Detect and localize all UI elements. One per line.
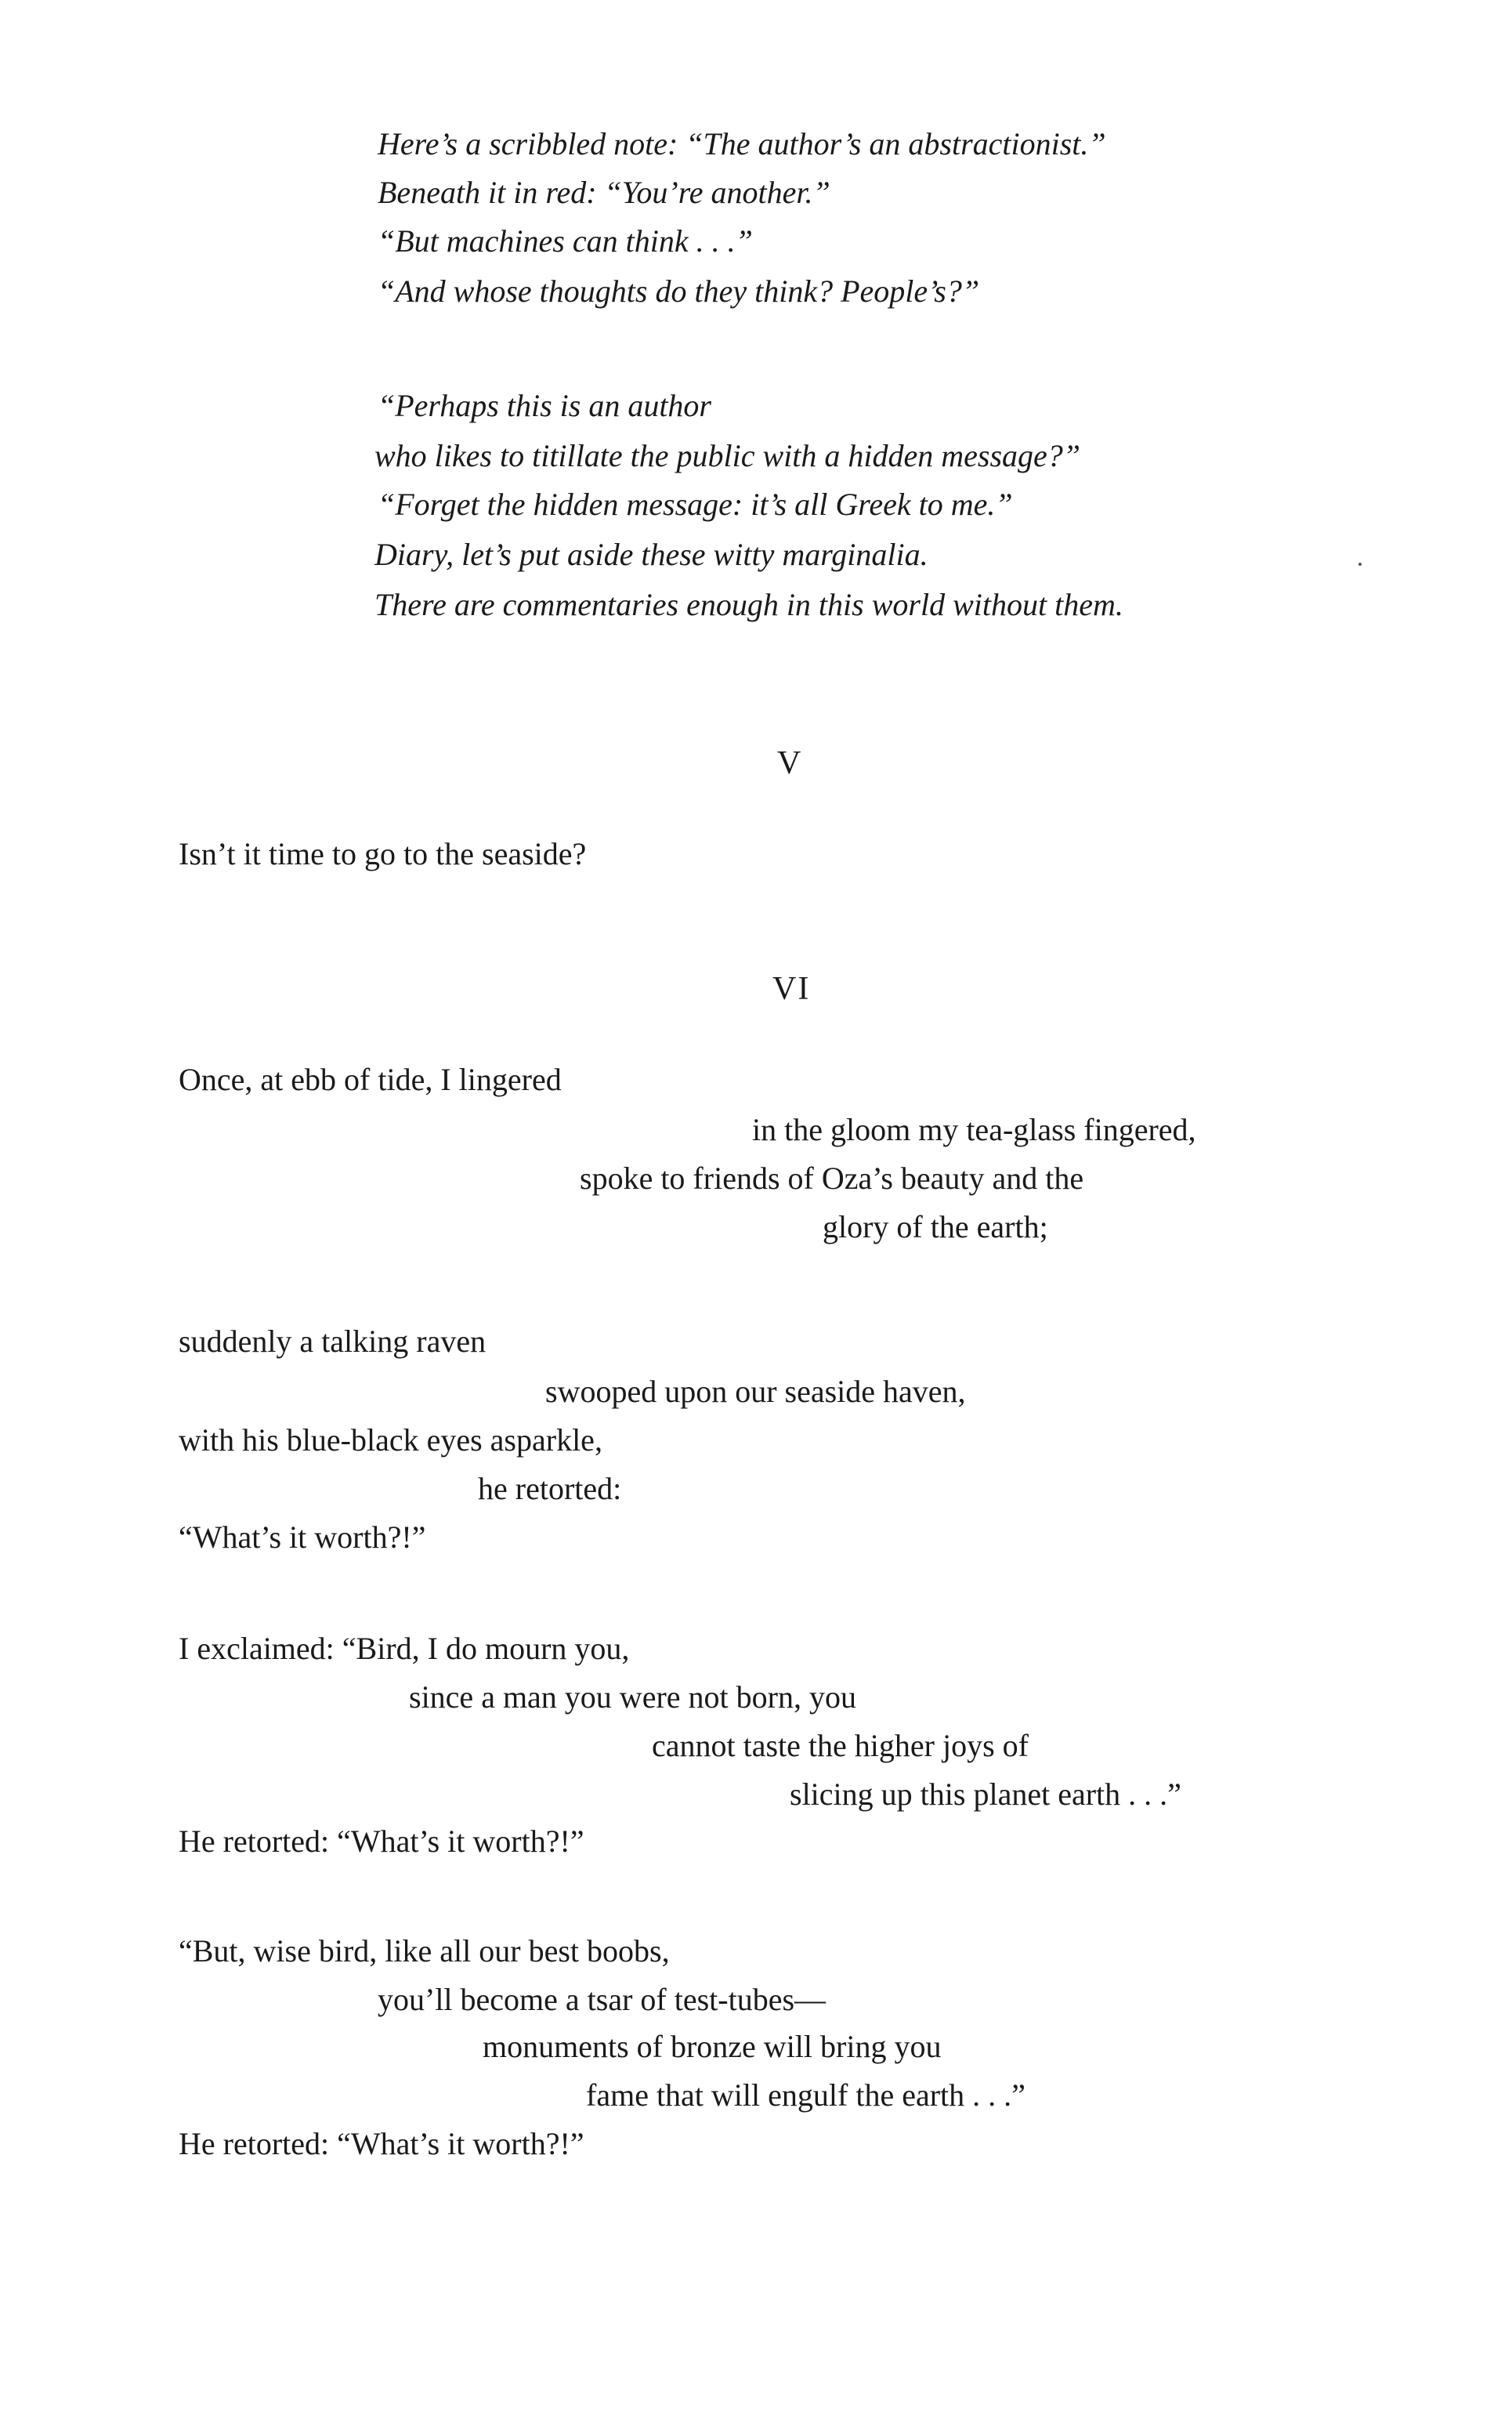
verse-line: Beneath it in red: “You’re another.” [378, 175, 830, 210]
verse-line: Here’s a scribbled note: “The author’s an abstractionist.” [378, 126, 1106, 161]
verse-line: you’ll become a tsar of test-tubes— [378, 1982, 827, 2017]
section-heading: VI [772, 971, 811, 1007]
verse-line: “Forget the hidden message: it’s all Greek to me.” [378, 487, 1013, 522]
verse-line: in the gloom my tea-glass fingered, [752, 1112, 1196, 1147]
verse-line: Diary, let’s put aside these witty marginalia. [374, 537, 928, 572]
verse-line: he retorted: [478, 1471, 622, 1506]
verse-line: “And whose thoughts do they think? People’s?” [378, 273, 980, 309]
verse-line: fame that will engulf the earth . . .” [586, 2077, 1025, 2113]
verse-line: suddenly a talking raven [179, 1324, 487, 1359]
section-heading: V [777, 745, 803, 781]
verse-line: with his blue-black eyes asparkle, [179, 1422, 602, 1458]
verse-line: swooped upon our seaside haven, [545, 1374, 966, 1409]
verse-line: glory of the earth; [823, 1209, 1048, 1244]
verse-line: Isn’t it time to go to the seaside? [179, 836, 587, 871]
verse-line: He retorted: “What’s it worth?!” [179, 2126, 584, 2161]
verse-line: “What’s it worth?!” [179, 1519, 426, 1555]
verse-line: There are commentaries enough in this world without them. [374, 587, 1123, 622]
verse-line: “But, wise bird, like all our best boobs, [179, 1933, 670, 1968]
verse-line: I exclaimed: “Bird, I do mourn you, [179, 1631, 630, 1666]
stray-mark [1358, 563, 1362, 566]
verse-line: who likes to titillate the public with a hidden message?” [374, 438, 1081, 473]
verse-line: “Perhaps this is an author [378, 388, 711, 423]
verse-line: since a man you were not born, you [409, 1679, 856, 1715]
verse-line: slicing up this planet earth . . .” [790, 1777, 1181, 1812]
verse-line: cannot taste the higher joys of [652, 1728, 1029, 1763]
verse-line: Once, at ebb of tide, I lingered [179, 1062, 562, 1097]
verse-line: monuments of bronze will bring you [483, 2029, 942, 2064]
verse-line: spoke to friends of Oza’s beauty and the [580, 1161, 1084, 1196]
verse-line: He retorted: “What’s it worth?!” [179, 1824, 584, 1859]
verse-line: “But machines can think . . .” [378, 223, 753, 259]
